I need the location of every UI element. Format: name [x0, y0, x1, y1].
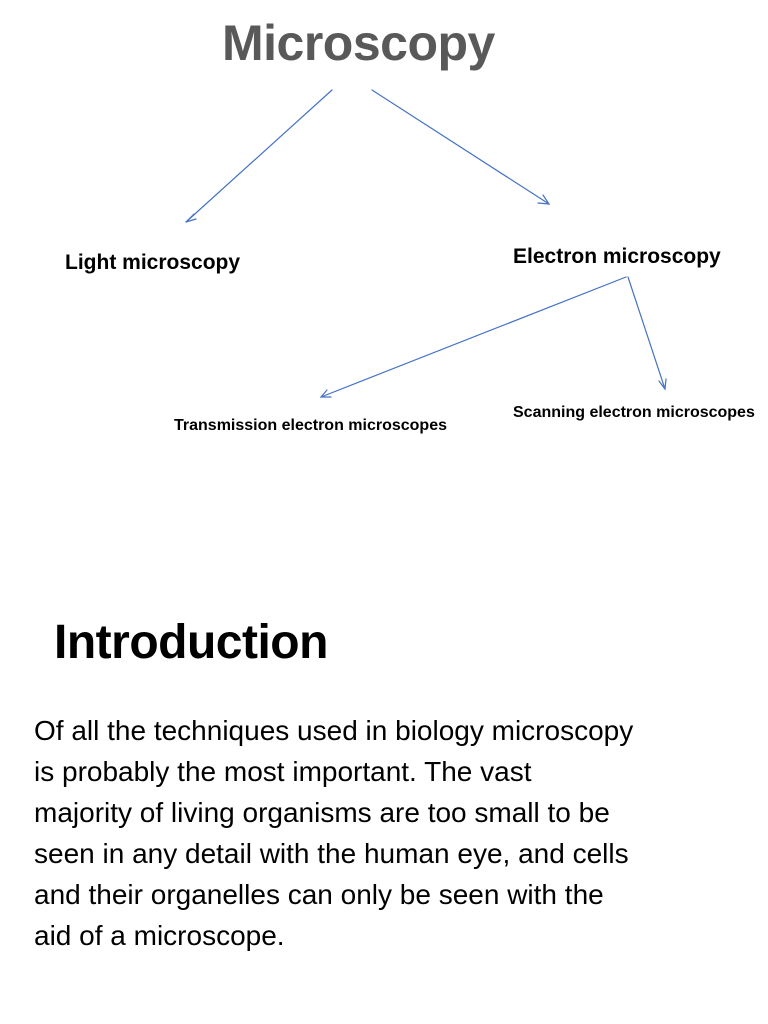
arrow-to-light-microscopy: [186, 90, 332, 222]
arrow-to-scanning-em: [628, 277, 665, 389]
arrow-to-electron-microscopy: [372, 90, 549, 204]
node-light-microscopy: Light microscopy: [65, 251, 241, 274]
intro-paragraph: Of all the techniques used in biology microscopy is probably the most important. The vast majority of living organisms are too small to be seen in any detail with the human eye, and cells and their organelles can only be seen with the aid of a microscope.: [34, 715, 634, 951]
node-scanning-em: Scanning electron microscopes: [513, 404, 755, 421]
node-transmission-em: Transmission electron microscopes: [174, 417, 447, 434]
diagram-title: Microscopy: [222, 15, 495, 71]
arrow-to-transmission-em: [321, 277, 626, 397]
node-electron-microscopy: Electron microscopy: [513, 245, 721, 268]
intro-heading: Introduction: [54, 616, 328, 669]
